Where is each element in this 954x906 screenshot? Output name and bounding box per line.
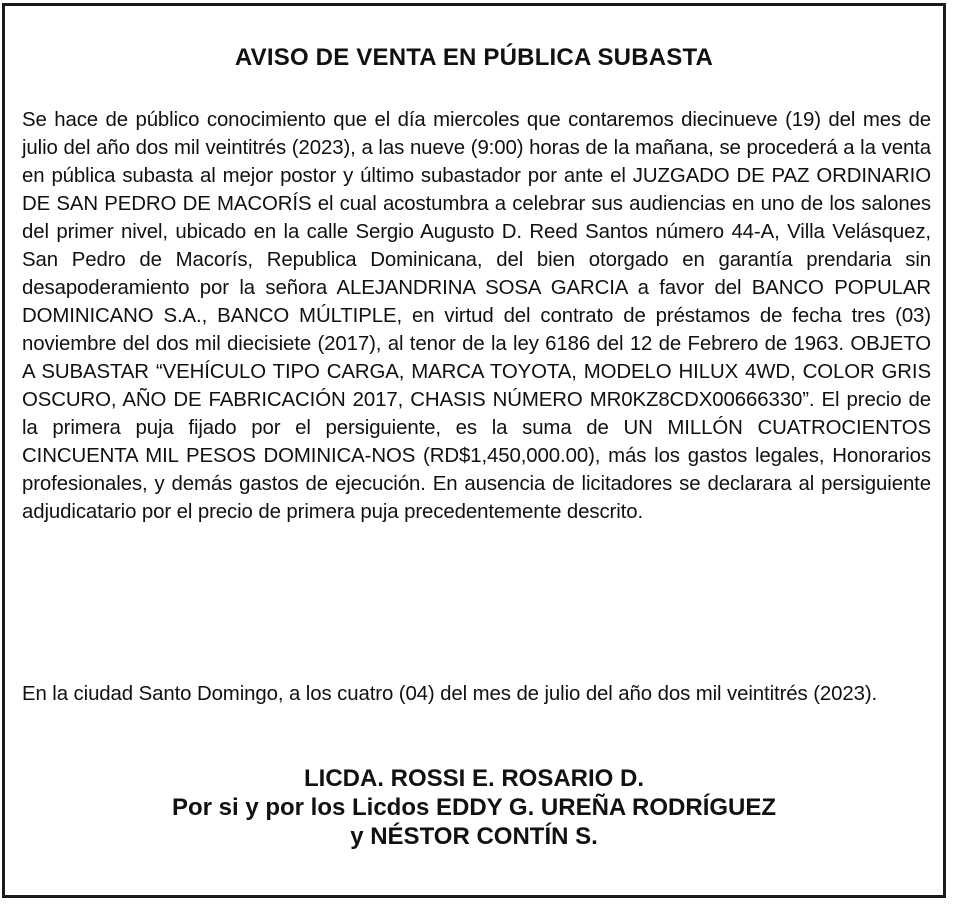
signature-line-1: LICDA. ROSSI E. ROSARIO D. [303, 765, 645, 792]
notice-main-paragraph: Se hace de público conocimiento que el día miercoles que contaremos diecinueve (19) del mes de julio del año dos mil veintitrés (2023), a las nueve (9:00) horas de la mañana, se procederá a la venta en pública subasta al mejor postor y último subastador por ante el JUZGADO DE PAZ ORDINARIO DE SAN PEDRO DE MACORÍS el cual acostumbra a celebrar sus audiencias en uno de los salones del primer nivel, ubicado en la calle Sergio Augusto D. Reed Santos número 44-A, Villa Velásquez, San Pedro de Macorís, Republica Dominicana, del bien otorgado en garantía prendaria sin desapoderamiento por la señora ALEJANDRINA SOSA GARCIA a favor del BANCO POPULAR DOMINICANO S.A., BANCO MÚLTIPLE, en virtud del contrato de préstamos de fecha tres (03) noviembre del dos mil diecisiete (2017), al tenor de la ley 6186 del 12 de Febrero de 1963. OBJETO A SUBASTAR “VEHÍCULO TIPO CARGA, MARCA TOYOTA, MODELO HILUX 4WD, COLOR GRIS OSCURO, AÑO DE FABRICACIÓN 2017, CHASIS NÚMERO MR0KZ8CDX00666330”. El precio de la primera puja fijado por el persiguiente, es la suma de UN MILLÓN CUATROCIENTOS CINCUENTA MIL PESOS DOMINICA-NOS (RD$1,450,000.00), más los gastos legales, Honorarios profesionales, y demás gastos de ejecución. En ausencia de licitadores se declarara al persiguiente adjudicatario por el precio de primera puja precedentemente descrito. [22, 109, 931, 523]
signature-block [5, 764, 943, 851]
signature-line-3: y NÉSTOR CONTÍN S. [350, 823, 598, 850]
notice-title: AVISO DE VENTA EN PÚBLICA SUBASTA [234, 44, 714, 71]
signature-line-2: Por si y por los Licdos EDDY G. UREÑA RODRÍGUEZ [171, 794, 777, 821]
auction-notice [2, 3, 946, 898]
notice-date-paragraph: En la ciudad Santo Domingo, a los cuatro (04) del mes de julio del año dos mil veintitrés (2023). [22, 683, 878, 705]
